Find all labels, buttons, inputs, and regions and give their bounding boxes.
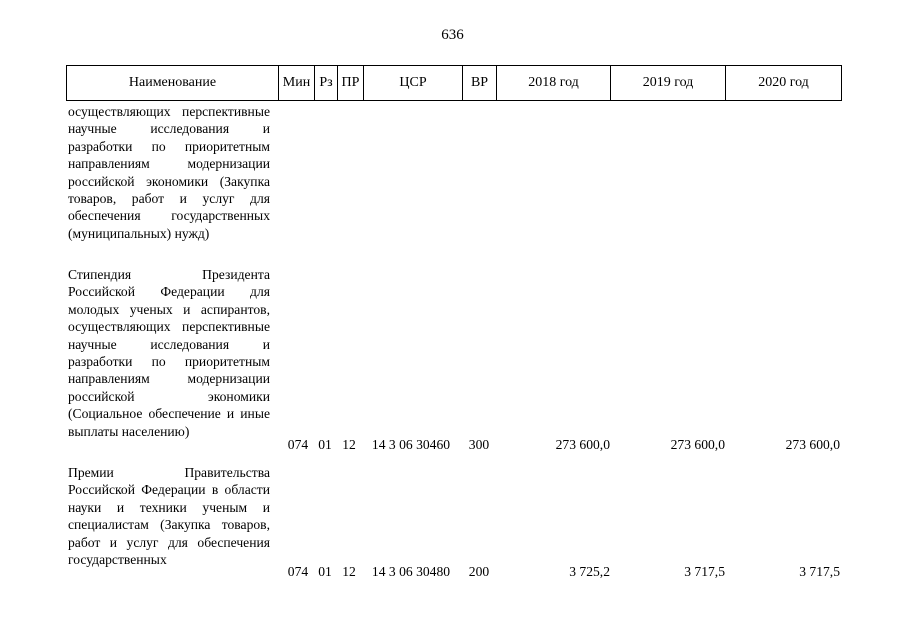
page-number: 636: [441, 27, 464, 43]
table-header: [66, 65, 842, 101]
cell-2019: 3 717,5: [684, 564, 725, 579]
cell-rz: 01: [318, 437, 332, 452]
header-2019: 2019 год: [610, 66, 725, 100]
header-2020: 2020 год: [725, 66, 841, 100]
row-values: [0, 436, 905, 454]
header-pr: ПР: [337, 66, 363, 100]
cell-vr: 300: [468, 437, 490, 452]
row-name: осуществляющих перспективные научные исследования и разработки по приоритетным направлениям модернизации российской экономики (Закупка товаров, работ и услуг для обеспечения государственных (муниципальных) нужд): [68, 104, 270, 241]
row-values: [0, 563, 905, 581]
cell-2020: 3 717,5: [799, 564, 840, 579]
header-name: Наименование: [128, 75, 217, 90]
cell-rz: 01: [318, 564, 332, 579]
cell-2020: 273 600,0: [785, 437, 840, 452]
cell-2018: 273 600,0: [555, 437, 610, 452]
header-2018: 2018 год: [496, 66, 610, 100]
cell-csr: 14 3 06 30460: [371, 437, 451, 452]
cell-2018: 3 725,2: [569, 564, 610, 579]
row-name: Стипендия Президента Российской Федерации для молодых ученых и аспирантов, осуществляющих перспективные научные исследования и разработки по приоритетным направлениям модернизации российской экономики (Социальное обеспечение и иные выплаты населению): [68, 267, 270, 439]
cell-vr: 200: [468, 564, 490, 579]
header-csr: ЦСР: [363, 66, 462, 100]
header-rz: Рз: [314, 66, 337, 100]
cell-min: 074: [287, 564, 309, 579]
cell-pr: 12: [342, 437, 356, 452]
row-name: Премии Правительства Российской Федерации в области науки и техники ученым и специалистам (Закупка товаров, работ и услуг для обеспечения государственных: [68, 465, 270, 568]
cell-min: 074: [287, 437, 309, 452]
cell-2019: 273 600,0: [670, 437, 725, 452]
cell-csr: 14 3 06 30480: [371, 564, 451, 579]
cell-pr: 12: [342, 564, 356, 579]
header-vr: ВР: [462, 66, 496, 100]
header-min: Мин: [278, 66, 314, 100]
